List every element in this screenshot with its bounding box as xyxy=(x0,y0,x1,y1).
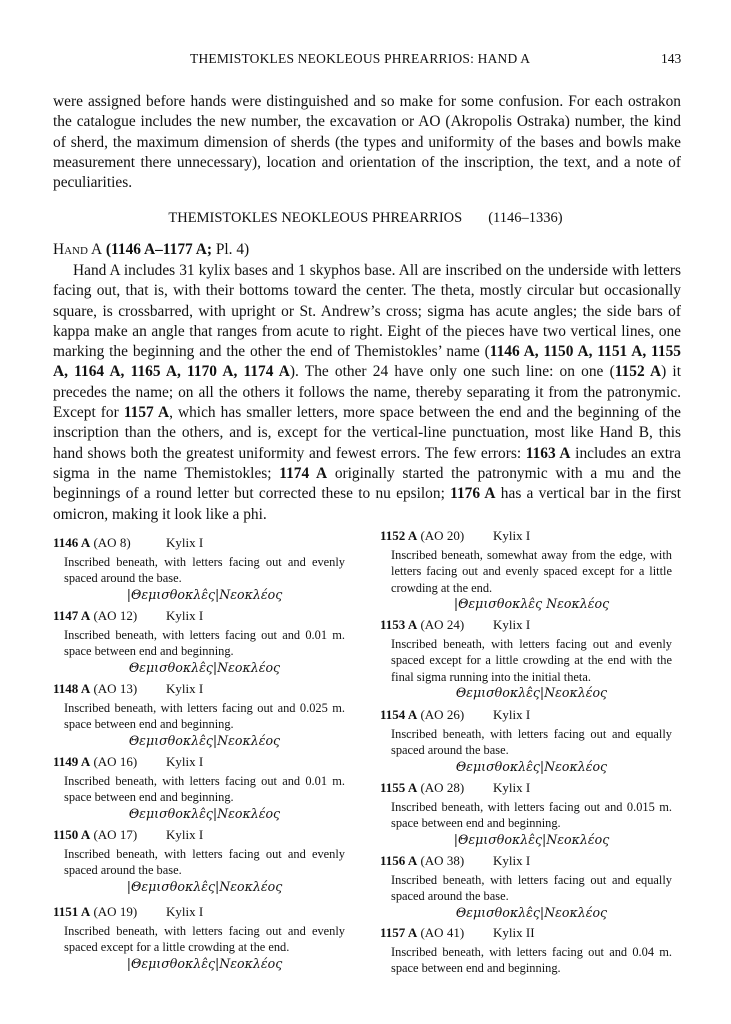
section-title-text: THEMISTOKLES NEOKLEOUS PHREARRIOS xyxy=(168,210,463,226)
entry-number: 1154 A xyxy=(380,707,418,722)
entry-body xyxy=(64,773,345,822)
entry-head xyxy=(53,534,345,551)
entry-inscription: |Θεμισθοκλε̂ς|Νεοκλέος xyxy=(126,955,283,971)
entry-description: Inscribed beneath, with letters facing out and evenly spaced except for a little crowding at the end. xyxy=(64,924,345,955)
section-title xyxy=(0,210,731,227)
entry-body xyxy=(64,846,345,895)
hand-desc-text-2: ). The other 24 have only one such line: on one ( xyxy=(289,363,615,381)
entry-number: 1152 A xyxy=(380,528,418,543)
entry-inscription: |Θεμισθοκλε̂ς|Νεοκλέος xyxy=(453,831,610,847)
entry-inscription: |Θεμισθοκλε̂ς|Νεοκλέος xyxy=(126,586,283,602)
catalogue-entry xyxy=(380,527,672,612)
catalogue-entry xyxy=(53,534,345,603)
hand-desc-ref-3: 1157 A xyxy=(123,404,170,422)
entry-body xyxy=(64,554,345,603)
entry-kind: Kylix I xyxy=(166,608,204,623)
entry-kind: Kylix I xyxy=(166,904,204,919)
entry-head xyxy=(380,779,672,796)
entry-number: 1150 A xyxy=(53,827,91,842)
hand-desc-ref-1: 1146 A, 1150 A, 1151 A, 1155 A, 1164 A, 1165 A, 1170 A, 1174 A xyxy=(53,343,681,381)
entry-number: 1153 A xyxy=(380,617,418,632)
entry-kind: Kylix I xyxy=(493,528,531,543)
entry-ao-number: (AO 26) xyxy=(420,707,465,722)
hand-plate: Pl. 4) xyxy=(215,241,250,258)
entry-body xyxy=(391,636,672,701)
entry-head xyxy=(53,903,345,920)
entry-number: 1157 A xyxy=(380,925,418,940)
catalogue-entry xyxy=(380,616,672,701)
hand-desc-ref-2: 1152 A xyxy=(614,363,662,381)
entry-inscription: Θεμισθοκλε̂ς|Νεοκλέος xyxy=(455,904,608,920)
hand-range: (1146 A–1177 A; xyxy=(105,241,212,258)
entry-head xyxy=(53,753,345,770)
entry-inscription: Θεμισθοκλε̂ς|Νεοκλέος xyxy=(128,805,281,821)
catalogue-entry xyxy=(380,924,672,977)
entry-body xyxy=(391,799,672,848)
entry-description: Inscribed beneath, with letters facing out and equally spaced around the base. xyxy=(391,727,672,758)
entry-head xyxy=(380,616,672,633)
entry-kind: Kylix I xyxy=(493,853,531,868)
entry-number: 1156 A xyxy=(380,853,418,868)
entry-ao-number: (AO 8) xyxy=(93,535,131,550)
entry-kind: Kylix I xyxy=(166,827,204,842)
entry-inscription: Θεμισθοκλε̂ς|Νεοκλέος xyxy=(128,659,281,675)
entry-description: Inscribed beneath, with letters facing out and 0.015 m. space between end and beginning. xyxy=(391,800,672,831)
entry-ao-number: (AO 28) xyxy=(420,780,465,795)
entry-inscription: |Θεμισθοκλε̂ς|Νεοκλέος xyxy=(126,878,283,894)
hand-desc-ref-5: 1174 A xyxy=(279,464,328,482)
entry-number: 1146 A xyxy=(53,535,91,550)
entry-number: 1147 A xyxy=(53,608,91,623)
hand-desc-ref-4: 1163 A xyxy=(525,444,571,462)
entry-ao-number: (AO 13) xyxy=(93,681,138,696)
entry-head xyxy=(380,527,672,544)
entry-ao-number: (AO 16) xyxy=(93,754,138,769)
entry-body xyxy=(391,944,672,977)
hand-desc-text-6: originally started the patronymic with a mu and the beginnings of a round letter but corrected these to nu epsilon; xyxy=(53,464,681,503)
entry-head xyxy=(53,680,345,697)
entry-ao-number: (AO 38) xyxy=(420,853,465,868)
catalogue-entry xyxy=(380,779,672,848)
hand-desc-ref-6: 1176 A xyxy=(450,485,496,503)
catalogue-entry xyxy=(380,706,672,775)
entry-head xyxy=(380,852,672,869)
entry-kind: Kylix I xyxy=(166,535,204,550)
entry-ao-number: (AO 19) xyxy=(93,904,138,919)
entry-description: Inscribed beneath, with letters facing out and 0.01 m. space between end and beginning. xyxy=(64,774,345,805)
entry-description: Inscribed beneath, with letters facing out and evenly spaced around the base. xyxy=(64,847,345,878)
entry-body xyxy=(391,547,672,612)
running-header xyxy=(0,51,731,71)
entry-inscription: Θεμισθοκλε̂ς|Νεοκλέος xyxy=(455,758,608,774)
entry-ao-number: (AO 41) xyxy=(420,925,465,940)
entry-ao-number: (AO 12) xyxy=(93,608,138,623)
entry-kind: Kylix I xyxy=(166,754,204,769)
intro-paragraph: were assigned before hands were distinguished and so make for some confusion. For each ostrakon the catalogue includes the new number, the excavation or AO (Akropolis Ostraka) number, the kind of sherd, the maximum dimension of sherds (the types and uniformity of the bases and bowls make measurement there unnecessary), location and orientation of the inscription, the text, and a note of peculiarities. xyxy=(53,93,681,192)
hand-desc-text-7: has a vertical bar in the first omicron, making it look like a phi. xyxy=(53,485,682,523)
entry-kind: Kylix I xyxy=(166,681,204,696)
catalogue-entry xyxy=(53,680,345,749)
entry-inscription: |Θεμισθοκλε̂ς Νεοκλέος xyxy=(453,595,610,611)
hand-description xyxy=(53,261,681,525)
catalogue-entry xyxy=(53,903,345,972)
hand-desc-text-4: , which has smaller letters, more space between the end and the beginning of the inscription than the others, and is, except for the vertical-line punctuation, most like Hand B, this hand shows both the greatest uniformity and fewest errors. The few errors: xyxy=(53,404,681,462)
entry-head xyxy=(380,706,672,723)
catalogue-entry xyxy=(53,753,345,822)
entry-ao-number: (AO 20) xyxy=(420,528,465,543)
entry-kind: Kylix I xyxy=(493,617,531,632)
entry-body xyxy=(64,700,345,749)
entry-number: 1151 A xyxy=(53,904,91,919)
entry-description: Inscribed beneath, with letters facing out and evenly spaced except for a little crowding at the end with the final sigma running into the initial theta. xyxy=(391,637,672,684)
hand-heading xyxy=(53,241,249,259)
entry-description: Inscribed beneath, with letters facing out and 0.04 m. space between end and beginning. xyxy=(391,945,672,976)
hand-desc-text-1: Hand A includes 31 kylix bases and 1 skyphos base. All are inscribed on the underside with letters facing out, that is, with their bottoms toward the center. The theta, mostly circular but occasionally square, is crossbarred, with upright or St. Andrew’s cross; sigma has acute angles; the side bars of kappa make an angle that ranges from acute to right. Eight of the pieces have two vertical lines, one marking the beginning and the other the end of Themistokles’ name ( xyxy=(53,262,681,361)
entry-description: Inscribed beneath, somewhat away from the edge, with letters facing out and evenly spaced except for a little crowding at the end. xyxy=(391,548,672,595)
entry-body xyxy=(391,872,672,921)
entry-number: 1155 A xyxy=(380,780,418,795)
entry-ao-number: (AO 17) xyxy=(93,827,138,842)
entry-head xyxy=(380,924,672,941)
hand-desc-text-3: ) it precedes the name; on all the others it follows the name, thereby separating it from the patronymic. Except for xyxy=(53,363,681,422)
entry-number: 1148 A xyxy=(53,681,91,696)
entry-inscription: Θεμισθοκλε̂ς|Νεοκλέος xyxy=(455,684,608,700)
entry-ao-number: (AO 24) xyxy=(420,617,465,632)
entry-kind: Kylix II xyxy=(493,925,535,940)
entry-body xyxy=(391,726,672,775)
page-number: 143 xyxy=(661,51,682,66)
entry-body xyxy=(64,923,345,972)
entry-description: Inscribed beneath, with letters facing out and equally spaced around the base. xyxy=(391,873,672,904)
catalogue-entry xyxy=(53,826,345,895)
entry-number: 1149 A xyxy=(53,754,91,769)
running-header-title: THEMISTOKLES NEOKLEOUS PHREARRIOS: HAND A xyxy=(190,51,531,66)
entry-head xyxy=(53,826,345,843)
entry-description: Inscribed beneath, with letters facing out and evenly spaced around the base. xyxy=(64,555,345,586)
entry-body xyxy=(64,627,345,676)
entry-head xyxy=(53,607,345,624)
entry-kind: Kylix I xyxy=(493,707,531,722)
hand-desc-text-5: includes an extra sigma in the name Themistokles; xyxy=(53,444,682,482)
entry-inscription: Θεμισθοκλε̂ς|Νεοκλέος xyxy=(128,732,281,748)
hand-label: Hand A xyxy=(53,241,103,258)
entry-description: Inscribed beneath, with letters facing out and 0.025 m. space between end and beginning. xyxy=(64,701,345,732)
entry-description: Inscribed beneath, with letters facing out and 0.01 m. space between end and beginning. xyxy=(64,628,345,659)
catalogue-entry xyxy=(380,852,672,921)
catalogue-entry xyxy=(53,607,345,676)
entry-kind: Kylix I xyxy=(493,780,531,795)
section-range: (1146–1336) xyxy=(488,210,563,226)
